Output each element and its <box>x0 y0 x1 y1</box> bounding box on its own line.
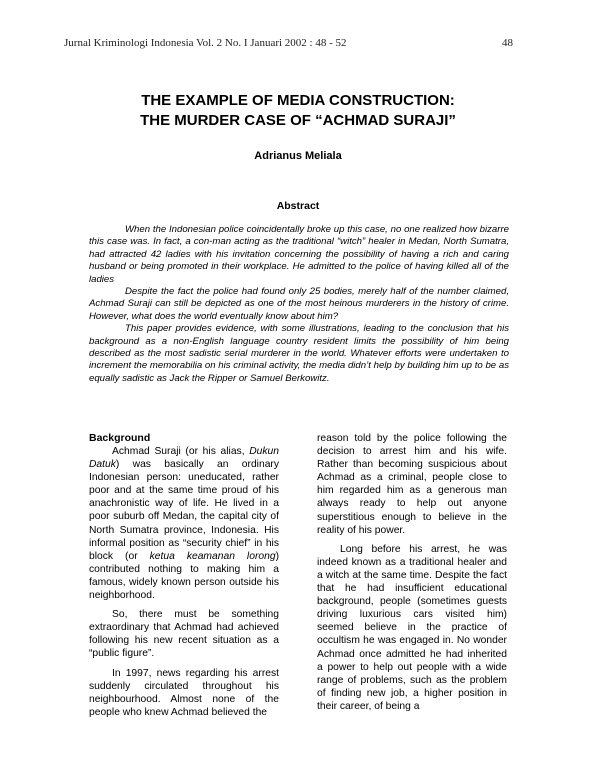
abstract-paragraph-3: This paper provides evidence, with some illustrations, leading to the conclusion that his background as a non-English language country resident limits the possibility of him being described as the most sadistic serial murderer in the world. Whatever efforts were undertaken to increment the memorabilia on his criminal activity, the media didn’t help by building him up to be as equally sadistic as Jack the Ripper or Samuel Berkowitz. <box>89 323 509 384</box>
alias-term: Dukun Datuk <box>89 446 279 471</box>
left-p1-text-b: ) was basically an ordinary Indonesian person: uneducated, rather poor and at the same time proud of his anachronistic way of life. He lived in a poor suburb off Medan, the capital city of North Sumatra province, Indonesia. His informal position as “security chief” in his block (or <box>89 459 279 562</box>
left-column <box>89 432 279 719</box>
paper-title <box>60 91 536 131</box>
abstract-heading: Abstract <box>276 200 320 212</box>
title-line-1: THE EXAMPLE OF MEDIA CONSTRUCTION: <box>141 92 455 109</box>
local-term: ketua keamanan lorong <box>149 550 276 562</box>
left-paragraph-3: In 1997, news regarding his arrest suddenly circulated throughout his neighbourhood. Almost none of the people who knew Achmad believed the <box>89 667 279 718</box>
right-paragraph-2: Long before his arrest, he was indeed known as a traditional healer and a witch at the same time. Despite the fact that he had insufficient educational background, people (sometimes guests driving luxurious cars visited him) seemed believe in the practice of occultism he was engaged in. No wonder Achmad once admitted he had inherited a power to help out people with a wide range of problems, such as the problem of finding new job, a higher position in their career, of being a <box>317 543 507 712</box>
right-column <box>317 432 507 713</box>
journal-header: Jurnal Kriminologi Indonesia Vol. 2 No. I Januari 2002 : 48 - 52 <box>64 37 347 49</box>
abstract-paragraph-1: When the Indonesian police coincidentally broke up this case, no one realized how bizarre this case was. In fact, a con-man acting as the traditional “witch” healer in Medan, North Sumatra, had attracted 42 ladies with his invitation concerning the possibility of having a rich and caring husband or being promoted in their workplace. He admitted to the police of having killed all of the ladies <box>89 224 509 285</box>
page-number: 48 <box>502 37 513 49</box>
left-p1-text-a: Achmad Suraji (or his alias, <box>112 446 250 457</box>
title-line-2: THE MURDER CASE OF “ACHMAD SURAJI” <box>140 112 456 129</box>
background-heading: Background <box>89 432 151 444</box>
abstract-body <box>89 224 509 385</box>
abstract-paragraph-2: Despite the fact the police had found only 25 bodies, merely half of the number claimed, Achmad Suraji can still be depicted as one of the most heinous murderers in the history of crime. However, what does the world eventually know about him? <box>89 286 509 322</box>
author-name: Adrianus Meliala <box>254 150 342 162</box>
left-paragraph-2: So, there must be something extraordinary that Achmad had achieved following his new recent situation as a “public figure”. <box>89 609 279 660</box>
left-paragraph-1 <box>89 445 279 602</box>
right-paragraph-1: reason told by the police following the decision to arrest him and his wife. Rather than becoming suspicious about Achmad as a criminal, people close to him regarded him as a generous man always ready to help out anyone superstitious enough to believe in the reality of his power. <box>317 433 507 536</box>
left-p1-text-c: ) contributed nothing to making him a famous, widely known person outside his neighborhood. <box>89 550 279 602</box>
